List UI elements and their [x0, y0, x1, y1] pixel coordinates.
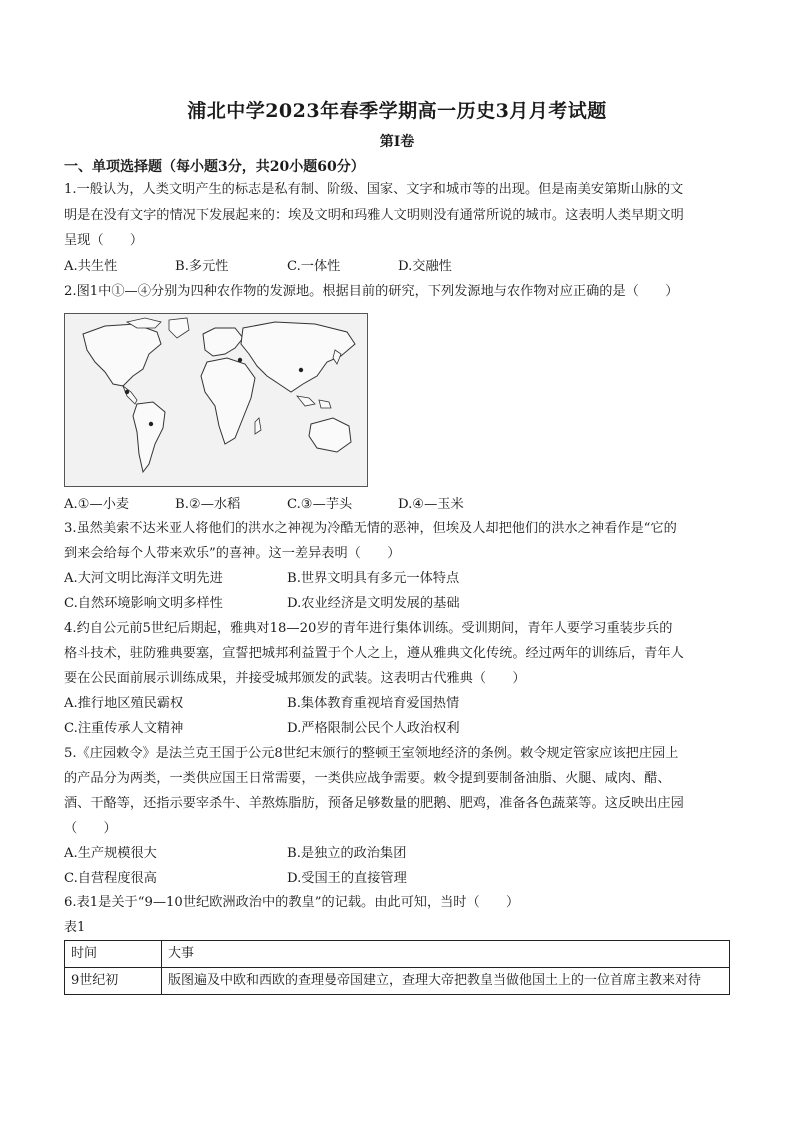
q2-option-b[interactable]: B.②—水稻	[175, 497, 241, 512]
q5-option-a[interactable]: A.生产规模很大	[64, 846, 157, 861]
q6-line-1: 6.表1是关于“9—10世纪欧洲政治中的教皇”的记载。由此可知，当时（ ）	[64, 895, 520, 910]
q4-option-c[interactable]: C.注重传承人文精神	[64, 721, 184, 736]
table-caption: 表1	[64, 920, 86, 935]
q3-option-a[interactable]: A.大河文明比海洋文明先进	[64, 571, 223, 586]
q5-line-1: 5.《庄园敕令》是法兰克王国于公元8世纪末颁行的整顿王室领地经济的条例。敕令规定管家应该把庄园上	[64, 746, 679, 761]
q5-line-2: 的产品分为两类，一类供应国王日常需要，一类供应战争需要。敕令提到要制备油脂、火腿、咸肉、醋、	[64, 771, 671, 786]
page-title: 浦北中学2023年春季学期高一历史3月月考试题	[187, 100, 607, 122]
q4-option-b[interactable]: B.集体教育重视培育爱国热情	[287, 696, 460, 711]
q1-line-2: 明是在没有文字的情况下发展起来的：埃及文明和玛雅人文明则没有通常所说的城市。这表明人类早期文明	[64, 208, 684, 223]
q5-option-d[interactable]: D.受国王的直接管理	[287, 871, 407, 886]
q1-option-b[interactable]: B.多元性	[175, 259, 229, 274]
q2-option-c[interactable]: C.③—芋头	[287, 497, 353, 512]
table-header-event: 大事	[162, 941, 730, 968]
q5-option-c[interactable]: C.自营程度很高	[64, 871, 157, 886]
table-row	[65, 968, 730, 995]
q1-option-d[interactable]: D.交融性	[398, 259, 452, 274]
section-heading: 一、单项选择题（每小题3分，共20小题60分）	[64, 159, 365, 175]
q1-line-3: 呈现（ ）	[64, 233, 144, 248]
q1-option-c[interactable]: C.一体性	[287, 259, 341, 274]
q2-option-a[interactable]: A.①—小麦	[64, 497, 130, 512]
table-cell-event: 版图遍及中欧和西欧的查理曼帝国建立，查理大帝把教皇当做他国土上的一位首席主教来对待	[162, 968, 730, 995]
q3-option-d[interactable]: D.农业经济是文明发展的基础	[287, 596, 460, 611]
q3-line-2: 到来会给每个人带来欢乐”的喜神。这一差异表明（ ）	[64, 546, 401, 561]
world-map-figure	[64, 313, 368, 487]
q3-option-b[interactable]: B.世界文明具有多元一体特点	[287, 571, 460, 586]
q3-option-c[interactable]: C.自然环境影响文明多样性	[64, 596, 223, 611]
q5-option-b[interactable]: B.是独立的政治集团	[287, 846, 407, 861]
table-header-row	[65, 941, 730, 968]
world-map-illustration	[65, 314, 367, 486]
table-header-time: 时间	[65, 941, 162, 968]
q5-line-4: （ ）	[64, 821, 117, 836]
q4-option-d[interactable]: D.严格限制公民个人政治权利	[287, 721, 460, 736]
q4-line-1: 4.约自公元前5世纪后期起，雅典对18—20岁的青年进行集体训练。受训期间，青年人要学习重装步兵的	[64, 621, 673, 636]
q4-option-a[interactable]: A.推行地区殖民霸权	[64, 696, 184, 711]
q3-line-1: 3.虽然美索不达米亚人将他们的洪水之神视为冷酷无情的恶神，但埃及人却把他们的洪水之神看作是“它的	[64, 521, 677, 536]
q2-option-d[interactable]: D.④—玉米	[398, 497, 464, 512]
table-cell-time: 9世纪初	[65, 968, 162, 995]
volume-label: 第Ⅰ卷	[379, 134, 415, 150]
q1-option-a[interactable]: A.共生性	[64, 259, 118, 274]
q2-line-1: 2.图1中①—④分别为四种农作物的发源地。根据目前的研究，下列发源地与农作物对应正确的是（ ）	[64, 284, 679, 299]
q4-line-2: 格斗技术，驻防雅典要塞，宣誓把城邦利益置于个人之上，遵从雅典文化传统。经过两年的训练后，青年人	[64, 646, 684, 661]
q5-line-3: 酒、干酪等，还指示要宰杀牛、羊熬炼脂肪，预备足够数量的肥鹅、肥鸡，准备各色蔬菜等。这反映出庄园	[64, 796, 684, 811]
events-table	[64, 940, 730, 995]
q1-line-1: 1.一般认为，人类文明产生的标志是私有制、阶级、国家、文字和城市等的出现。但是南美安第斯山脉的文	[64, 182, 684, 197]
q4-line-3: 要在公民面前展示训练成果，并接受城邦颁发的武装。这表明古代雅典（ ）	[64, 671, 526, 686]
